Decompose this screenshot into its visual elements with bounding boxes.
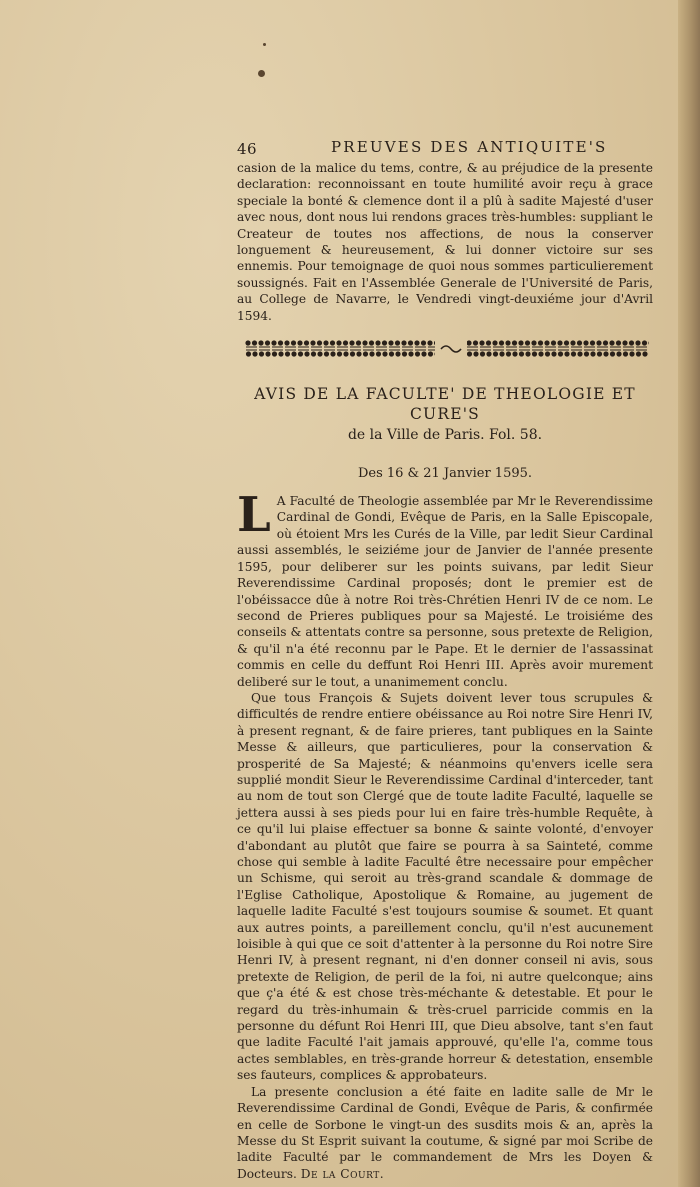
paragraph-3-text: La presente conclusion a été faite en ladite salle de Mr le Reverendissime Cardinal de Gondi, Evêque de Paris, & confirmée en celle de Sorbone le vingt-un des susdits mois & an, après la Messe du St Esprit suivant la coutume, & signé par moi Scribe de ladite Faculté par le commandement de Mrs les Doyen & Docteurs. xyxy=(237,1084,653,1181)
signature: De la Court. xyxy=(300,1166,385,1181)
book-spine-edge xyxy=(678,0,700,1187)
running-header xyxy=(237,138,653,160)
paragraph-top: casion de la malice du tems, contre, & au préjudice de la presente declaration: reconnoissant en toute humilité avoir reçu à grace speciale la bonté & clemence dont il a plû à sadite Majesté d'user avec nous, dont nous lui rendons graces très-humbles: suppliant le Createur de toutes nos affections, de nous la conserver longuement & heureusement, & lui donner victoire sur ses ennemis. Pour temoignage de quoi nous sommes particulierement soussignés. Fait en l'Assemblée Generale de l'Université de Paris, au College de Navarre, le Vendredi vingt-deuxiéme jour d'Avril 1594. xyxy=(237,161,653,323)
date-line: Des 16 & 21 Janvier 1595. xyxy=(357,466,533,482)
ink-spot xyxy=(258,70,265,77)
ink-spot xyxy=(263,43,266,46)
section-title: AVIS DE LA FACULTE' DE THEOLOGIE ET CURE'S xyxy=(254,385,636,424)
page-number: 46 xyxy=(237,140,258,158)
ornamental-band xyxy=(245,338,649,360)
paragraph-1: A Faculté de Theologie assemblée par Mr le Reverendissime Cardinal de Gondi, Evêque de Paris, en la Salle Episcopale, où étoient Mrs les Curés de la Ville, par ledit Sieur Cardinal aussi assemblés, le seiziéme jour de Janvier de l'année presente 1595, pour deliberer sur les points suivans, par ledit Sieur Reverendissime Cardinal proposés; dont le premier est de l'obéissacce dûe à notre Roi très-Chrétien Henri IV de ce nom. Le second de Prieres publiques pour sa Majesté. Le troisiéme des conseils & attentats contre sa personne, sous pretexte de Religion, & qu'il n'a été reconnu par le Pape. Et le dernier de l'assassinat commis en celle du deffunt Roi Henri III. Après avoir murement deliberé sur le tout, a unanimement conclu. xyxy=(237,494,653,689)
running-head-title: PREUVES DES ANTIQUITE'S xyxy=(331,138,608,156)
opening-paragraph xyxy=(237,487,653,690)
drop-cap: L xyxy=(237,487,271,544)
paragraph-2: Que tous François & Sujets doivent lever tous scrupules & difficultés de rendre entiere obéissance au Roi notre Sire Henri IV, à present regnant, & de faire prieres, tant publiques en la Sainte Messe & ailleurs, que particulieres, pour la conservation & prosperité de Sa Majesté; & néanmoins qu'envers icelle sera supplié mondit Sieur le Reverendissime Cardinal d'interceder, tant au nom de tout son Clergé que de toute ladite Faculté, laquelle se jettera aussi à ses pieds pour lui en faire très-humble Requête, à ce qu'il lui plaise effectuer sa bonne & sainte volonté, d'envoyer d'abondant au plutôt que faire se pourra à sa Sainteté, comme chose qui semble à ladite Faculté être necessaire pour empêcher un Schisme, qui seroit au très-grand scandale & dommage de l'Eglise Catholique, Apostolique & Romaine, au jugement de laquelle ladite Faculté s'est toujours soumise & soumet. Et quant aux autres points, a pareillement conclu, qu'il n'est aucunement loisible à qui que ce soit d'attenter à la personne du Roi notre Sire Henri IV, à present regnant, ni d'en donner conseil ni avis, sous pretexte de Religion, de peril de la foi, ni autre quelconque; ains que ç'a été & est chose très-méchante & detestable. Et pour le regard du très-inhumain & très-cruel parricide commis en la personne du défunt Roi Henri III, que Dieu absolve, tant s'en faut que ladite Faculté l'ait jamais approuvé, qu'elle l'a, comme tous actes semblables, en très-grande horreur & detestation, ensemble ses fauteurs, complices & approbateurs. xyxy=(237,690,653,1083)
paragraph-3 xyxy=(237,1084,653,1182)
page-content xyxy=(237,138,653,1182)
section-subtitle: de la Ville de Paris. Fol. 58. xyxy=(347,427,543,444)
